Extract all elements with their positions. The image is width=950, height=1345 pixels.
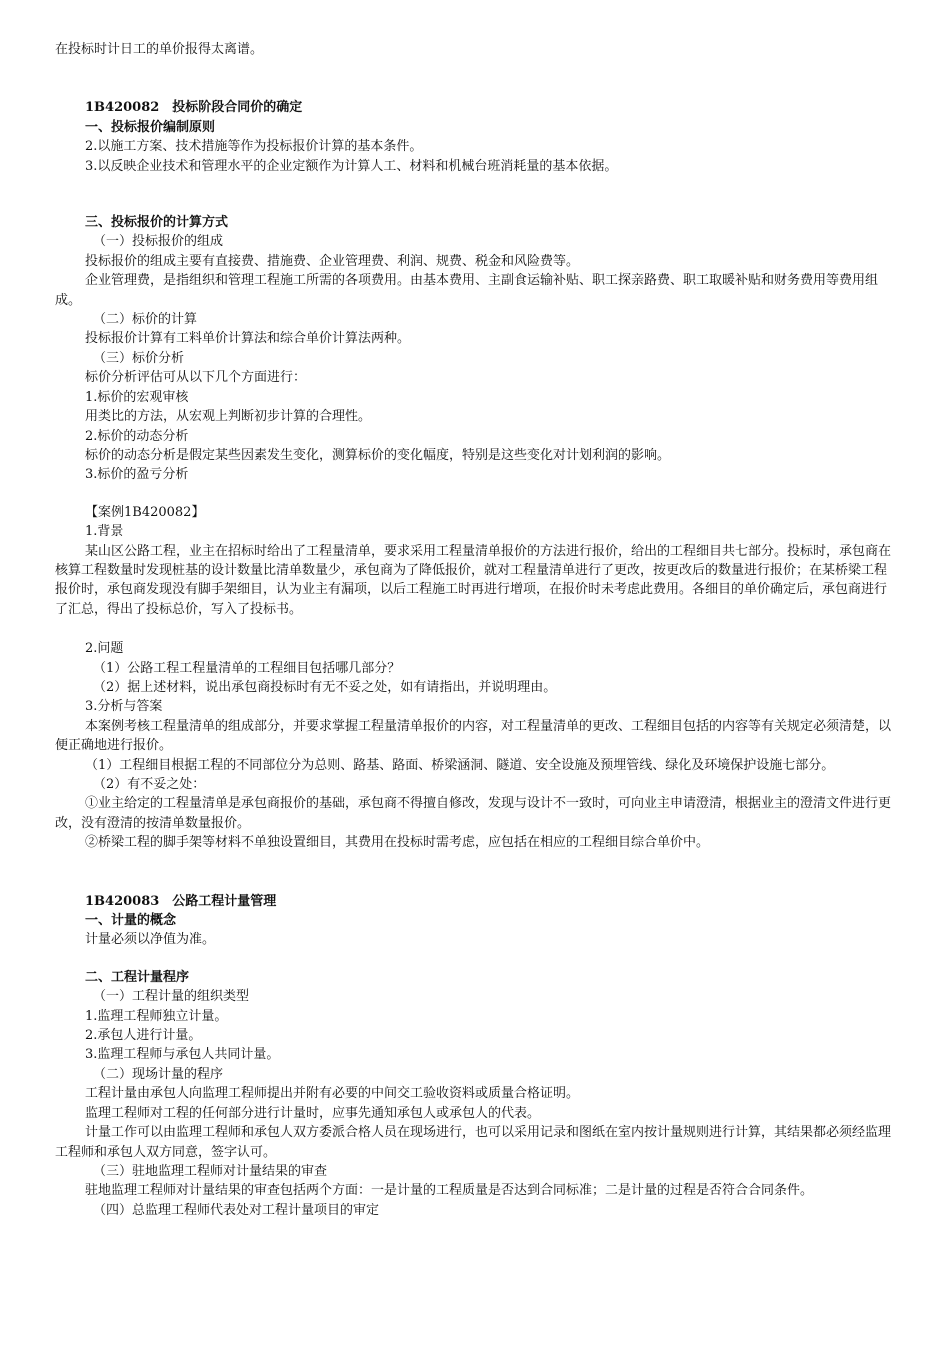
- heading-bid-calculation: 三、投标报价的计算方式: [85, 215, 229, 231]
- paragraph: 计量工作可以由监理工程师和承包人双方委派合格人员在现场进行，也可以采用记录和图纸在室内按计量规则进行计算，其结果都必须经监理工程师和承包人双方同意，签字认可。: [55, 1125, 892, 1160]
- paragraph: 用类比的方法，从宏观上判断初步计算的合理性。: [85, 409, 372, 425]
- list-item: 3.分析与答案: [85, 699, 163, 715]
- question: （1）公路工程工程量清单的工程细目包括哪几部分？: [93, 660, 401, 676]
- list-item: 1.背景: [85, 524, 124, 540]
- paragraph: 标价的动态分析是假定某些因素发生变化，测算标价的变化幅度，特别是这些变化对计划利润的影响。: [85, 447, 671, 463]
- subheading: （二）标价的计算: [93, 312, 198, 328]
- paragraph: 某山区公路工程，业主在招标时给出了工程量清单，要求采用工程量清单报价的方法进行报价，给出的工程细目共七部分。投标时，承包商在核算工程数量时发现桩基的设计数量比清单数量少，承包商为了降低报价，就对工程量清单进行了更改，按更改后的数量进行报价；在某桥梁工程报价时，承包商发现没有脚手架细目，认为业主有漏项，以后工程施工时再进行增项，在报价时未考虑此费用。各细目的单价确定后，承包商进行了汇总，得出了投标总价，写入了投标书。: [55, 543, 892, 617]
- section-heading-1b420083: 1B420083 公路工程计量管理: [85, 893, 277, 909]
- document-page: [55, 40, 897, 1220]
- paragraph: 企业管理费，是指组织和管理工程施工所需的各项费用。由基本费用、主副食运输补贴、职工探亲路费、职工取暖补贴和财务费用等费用组成。: [55, 273, 879, 308]
- paragraph: 工程计量由承包人向监理工程师提出并附有必要的中间交工验收资料或质量合格证明。: [85, 1086, 580, 1102]
- list-item: 3.标价的盈亏分析: [85, 467, 189, 483]
- heading-measurement-procedure: 二、工程计量程序: [85, 969, 190, 985]
- list-item: 2.问题: [85, 641, 124, 657]
- paragraph: 2.以施工方案、技术措施等作为投标报价计算的基本条件。: [85, 139, 423, 155]
- subheading: （三）驻地监理工程师对计量结果的审查: [93, 1163, 328, 1179]
- paragraph: 本案例考核工程量清单的组成部分，并要求掌握工程量清单报价的内容，对工程量清单的更改、工程细目包括的内容等有关规定必须清楚，以便正确地进行报价。: [55, 718, 892, 754]
- heading-bid-principles: 一、投标报价编制原则: [85, 119, 216, 135]
- list-item: 3.监理工程师与承包人共同计量。: [85, 1047, 280, 1063]
- heading-measurement-concept: 一、计量的概念: [85, 913, 177, 929]
- paragraph: 监理工程师对工程的任何部分进行计量时，应事先通知承包人或承包人的代表。: [85, 1105, 541, 1121]
- paragraph: （1）工程细目根据工程的不同部位分为总则、路基、路面、桥梁涵洞、隧道、安全设施及预埋管线、绿化及环境保护设施七部分。: [85, 757, 835, 773]
- subheading: （二）现场计量的程序: [93, 1066, 224, 1082]
- paragraph: ①业主给定的工程量清单是承包商报价的基础，承包商不得擅自修改，发现与设计不一致时，可向业主申请澄清，根据业主的澄清文件进行更改，没有澄清的按清单数量报价。: [55, 796, 892, 831]
- paragraph: （2）有不妥之处：: [93, 777, 206, 792]
- list-item: 1.监理工程师独立计量。: [85, 1008, 228, 1024]
- paragraph: 驻地监理工程师对计量结果的审查包括两个方面：一是计量的工程质量是否达到合同标准；二是计量的过程是否符合合同条件。: [85, 1183, 814, 1199]
- paragraph: 投标报价计算有工料单价计算法和综合单价计算法两种。: [85, 331, 411, 347]
- subheading: （三）标价分析: [93, 350, 185, 366]
- subheading: （一）工程计量的组织类型: [93, 989, 250, 1005]
- continuation-line: 在投标时计日工的单价报得太离谱。: [55, 42, 264, 57]
- section-heading-1b420082: 1B420082 投标阶段合同价的确定: [85, 100, 303, 116]
- case-title: 【案例1B420082】: [85, 504, 205, 520]
- list-item: 1.标价的宏观审核: [85, 389, 189, 405]
- paragraph: 3.以反映企业技术和管理水平的企业定额作为计算人工、材料和机械台班消耗量的基本依据。: [85, 158, 618, 174]
- list-item: 2.承包人进行计量。: [85, 1028, 202, 1044]
- paragraph: 标价分析评估可从以下几个方面进行：: [85, 370, 307, 386]
- question: （2）据上述材料，说出承包商投标时有无不妥之处，如有请指出，并说明理由。: [93, 679, 557, 695]
- paragraph: 投标报价的组成主要有直接费、措施费、企业管理费、利润、规费、税金和风险费等。: [85, 253, 580, 269]
- subheading: （四）总监理工程师代表处对工程计量项目的审定: [93, 1202, 380, 1218]
- paragraph: 计量必须以净值为准。: [85, 932, 216, 948]
- subheading: （一）投标报价的组成: [93, 234, 224, 250]
- paragraph: ②桥梁工程的脚手架等材料不单独设置细目，其费用在投标时需考虑，应包括在相应的工程细目综合单价中。: [85, 835, 710, 851]
- list-item: 2.标价的动态分析: [85, 428, 189, 444]
